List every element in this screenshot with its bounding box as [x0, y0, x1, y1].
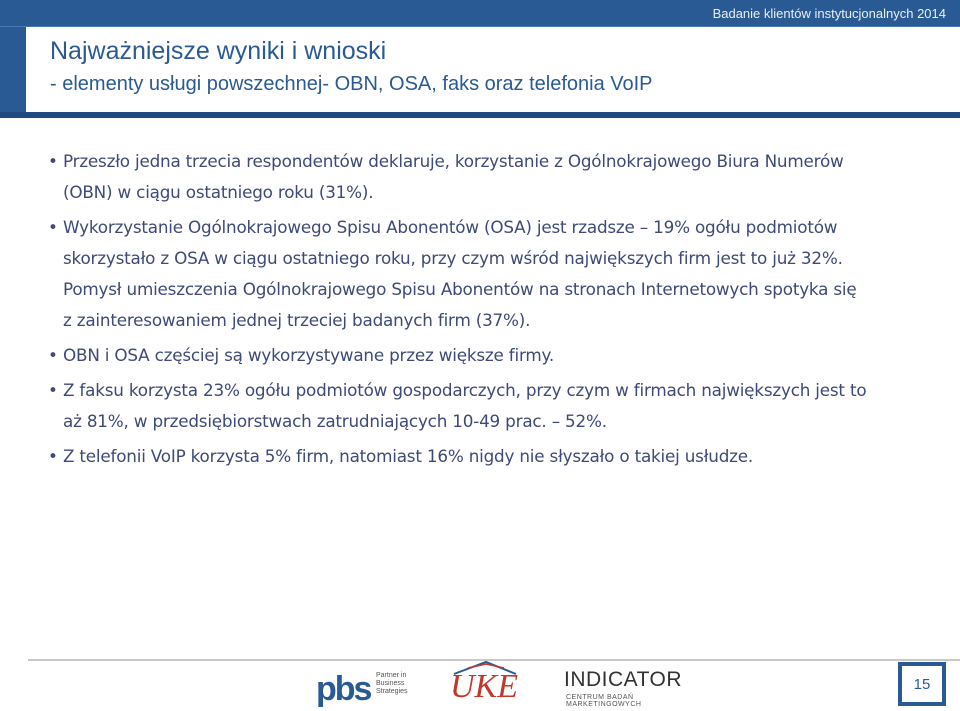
- slide-title: Najważniejsze wyniki i wnioski: [50, 37, 387, 65]
- pbs-tagline-1: Partner in: [376, 672, 407, 679]
- indicator-logo-text: INDICATOR: [564, 668, 683, 691]
- page-number-box: [898, 662, 946, 706]
- bullet-line: • Wykorzystanie Ogólnokrajowego Spisu Abonentów (OSA) jest rzadsze – 19% ogółu podmiotów: [50, 212, 912, 243]
- page-number: 15: [913, 675, 931, 693]
- title-box: [26, 27, 960, 112]
- slide-content: [50, 146, 912, 472]
- page-number-inner: [902, 666, 942, 702]
- bullet-line: • OBN i OSA częściej są wykorzystywane przez większe firmy.: [50, 340, 912, 371]
- pbs-tagline: [376, 672, 408, 696]
- uke-logo-text: UKE: [450, 668, 518, 705]
- header-bar: [0, 0, 960, 118]
- header-divider-bottom: [0, 112, 960, 118]
- bullet-line: aż 81%, w przedsiębiorstwach zatrudniających 10-49 prac. – 52%.: [63, 411, 607, 431]
- bullet-line: • Przeszło jedna trzecia respondentów deklaruje, korzystanie z Ogólnokrajowego Biura Numerów: [50, 146, 912, 177]
- bullet-line: • Z faksu korzysta 23% ogółu podmiotów gospodarczych, przy czym w firmach największych jest to: [50, 375, 912, 406]
- indicator-subtitle: CENTRUM BADAŃ MARKETINGOWYCH: [566, 694, 642, 708]
- pbs-tagline-2: Business: [376, 680, 405, 687]
- pbs-tagline-3: Strategies: [376, 688, 408, 695]
- pbs-logo: [316, 662, 411, 707]
- study-tag: Badanie klientów instytucjonalnych 2014: [712, 6, 946, 21]
- bullet-line: skorzystało z OSA w ciągu ostatniego roku, przy czym wśród największych firm jest to już 32%.: [63, 248, 843, 268]
- bullet-line: (OBN) w ciągu ostatniego roku (31%).: [63, 182, 374, 202]
- uke-logo: [446, 660, 524, 710]
- bullet-line: Pomysł umieszczenia Ogólnokrajowego Spisu Abonentów na stronach Internetowych spotyka się: [63, 279, 857, 299]
- pbs-logo-text: pbs: [316, 670, 371, 708]
- slide-subtitle: - elementy usługi powszechnej- OBN, OSA, faks oraz telefonia VoIP: [50, 73, 653, 95]
- bullet-line: z zainteresowaniem jednej trzeciej badanych firm (37%).: [63, 310, 531, 330]
- indicator-logo: [564, 668, 704, 708]
- bullet-line: • Z telefonii VoIP korzysta 5% firm, natomiast 16% nigdy nie słyszało o takiej usłudze.: [50, 441, 912, 472]
